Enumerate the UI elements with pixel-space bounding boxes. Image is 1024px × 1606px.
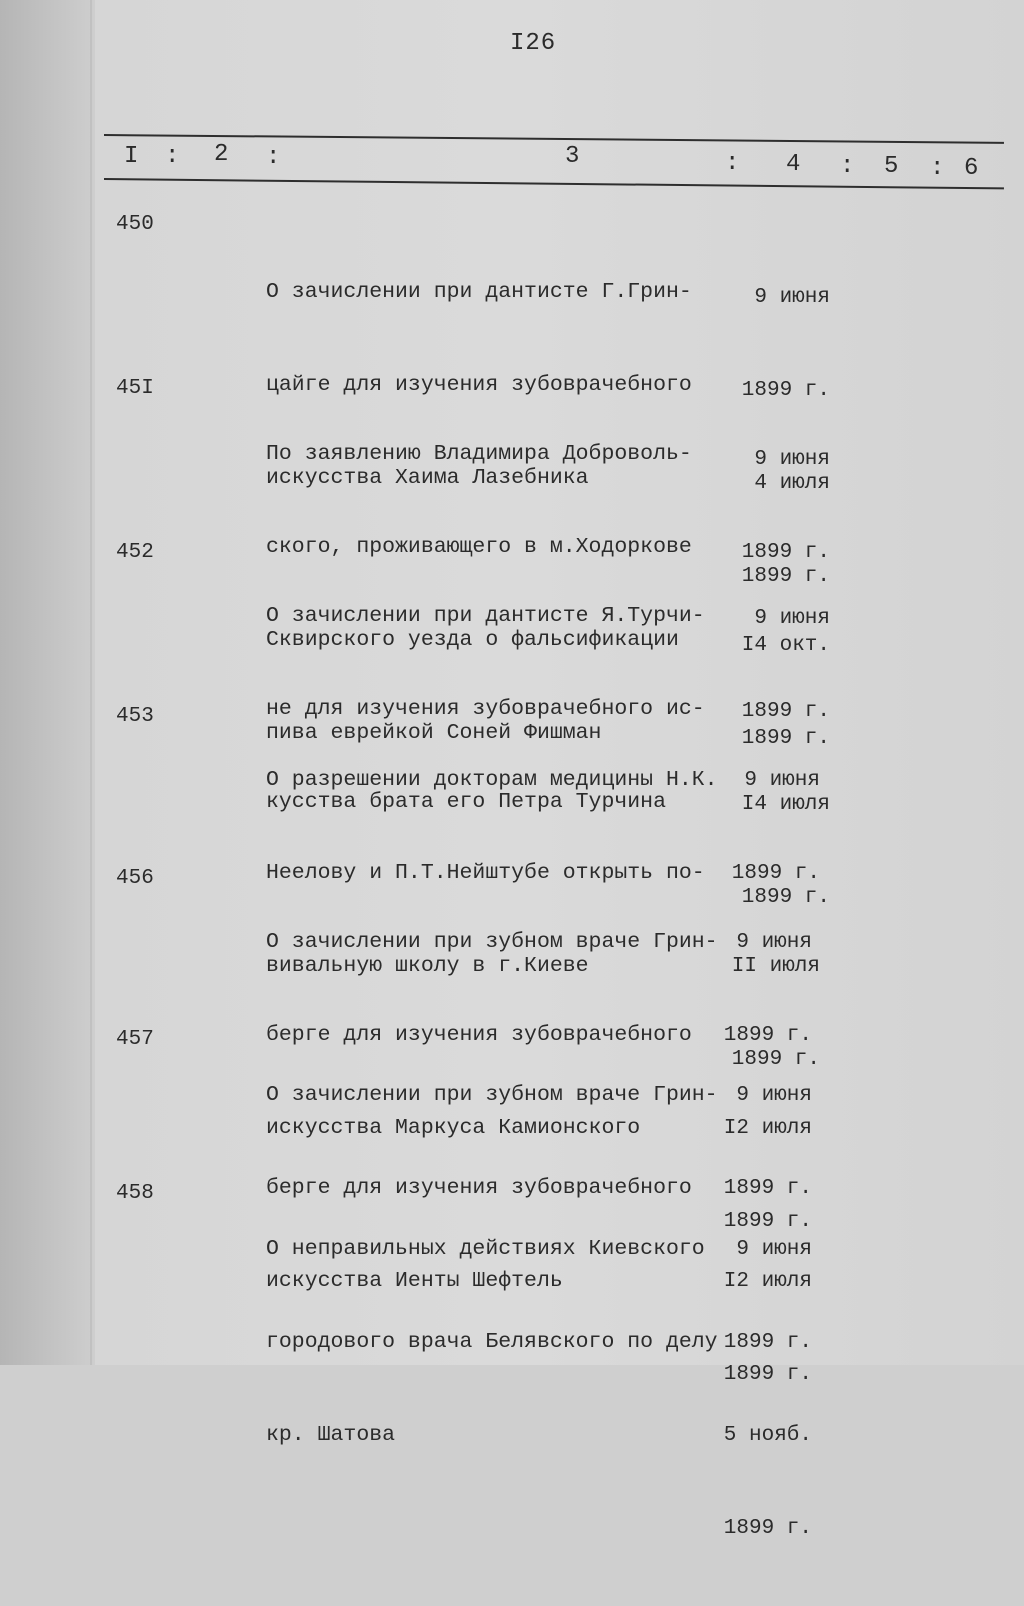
- description-line: О зачислении при дантисте Г.Грин-: [266, 280, 692, 304]
- record-number: 453: [116, 705, 154, 728]
- left-page-edge: [0, 0, 95, 1365]
- date-end-day: 4 июля: [754, 472, 830, 495]
- date-start-year: 1899 г.: [731, 862, 820, 885]
- date-end-day: II июля: [731, 955, 820, 978]
- date-start-day: 9 июня: [754, 607, 830, 630]
- header-rule-top: [104, 134, 1004, 144]
- header-separator: :: [840, 153, 855, 180]
- description-line: О разрешении докторам медицины Н.К.: [266, 768, 718, 792]
- date-end-day: I4 окт.: [741, 634, 830, 657]
- header-col-1: I: [124, 143, 139, 170]
- record-number: 456: [116, 867, 154, 890]
- description-line: берге для изучения зубоврачебного: [266, 1023, 692, 1047]
- page-fold: [90, 0, 92, 1365]
- header-rule-bottom: [104, 178, 1004, 189]
- description-line: цайге для изучения зубоврачебного: [266, 373, 692, 397]
- date-end-year: 1899 г.: [723, 1517, 812, 1540]
- description-line: О неправильных действиях Киевского: [266, 1237, 705, 1261]
- header-separator: :: [165, 143, 180, 170]
- date-end-year: 1899 г.: [731, 1048, 820, 1071]
- header-col-2: 2: [214, 141, 229, 168]
- date-end-year: 1899 г.: [723, 1210, 812, 1233]
- record-dates: [712, 1172, 812, 1606]
- description-line: О зачислении при дантисте Я.Турчи-: [266, 604, 705, 628]
- description-line: не для изучения зубоврачебного ис-: [266, 697, 705, 721]
- date-end-year: 1899 г.: [741, 886, 830, 909]
- date-start-year: 1899 г.: [723, 1331, 812, 1354]
- record-number: 458: [116, 1182, 154, 1205]
- date-start-year: 1899 г.: [741, 379, 830, 402]
- date-end-year: 1899 г.: [741, 565, 830, 588]
- date-start-day: 9 июня: [754, 448, 830, 471]
- description-line: искусства Хаима Лазебника: [266, 466, 589, 490]
- header-col-6: 6: [964, 155, 979, 182]
- description-line: искусства Маркуса Камионского: [266, 1116, 641, 1140]
- description-line: кр. Шатова: [266, 1423, 396, 1447]
- date-end-day: I2 июля: [723, 1117, 812, 1140]
- date-end-year: 1899 г.: [723, 1363, 812, 1386]
- date-start-day: 9 июня: [736, 931, 812, 954]
- header-separator: :: [930, 155, 945, 182]
- description-line: искусства Иенты Шефтель: [266, 1269, 563, 1293]
- description-line: Неелову и П.Т.Нейштубе открыть по-: [266, 861, 705, 885]
- record-description: [266, 1172, 726, 1513]
- date-start-year: 1899 г.: [723, 1024, 812, 1047]
- description-line: пива еврейкой Соней Фишман: [266, 721, 602, 745]
- date-end-day: I2 июля: [723, 1270, 812, 1293]
- description-line: берге для изучения зубоврачебного: [266, 1176, 692, 1200]
- date-end-day: I4 июля: [741, 793, 830, 816]
- header-separator: :: [266, 144, 281, 171]
- description-line: вивальную школу в г.Киеве: [266, 954, 589, 978]
- description-line: Сквирского уезда о фальсификации: [266, 628, 679, 652]
- header-col-3: 3: [565, 143, 580, 170]
- record-number: 450: [116, 213, 154, 236]
- record-number: 45I: [116, 377, 154, 400]
- description-line: ского, проживающего в м.Ходоркове: [266, 535, 692, 559]
- record-number: 452: [116, 541, 154, 564]
- date-start-year: 1899 г.: [741, 541, 830, 564]
- page-number: I26: [510, 30, 557, 57]
- header-col-5: 5: [884, 153, 899, 180]
- date-start-year: 1899 г.: [723, 1177, 812, 1200]
- date-end-year: 1899 г.: [741, 727, 830, 750]
- header-col-4: 4: [786, 151, 801, 178]
- date-start-day: 9 июня: [744, 769, 820, 792]
- description-line: кусства брата его Петра Турчина: [266, 790, 666, 814]
- date-start-day: 9 июня: [754, 286, 830, 309]
- date-end-day: 5 нояб.: [723, 1424, 812, 1447]
- description-line: городового врача Белявского по делу: [266, 1330, 718, 1354]
- header-separator: :: [725, 150, 740, 177]
- date-start-year: 1899 г.: [741, 700, 830, 723]
- description-line: По заявлению Владимира Доброволь-: [266, 442, 692, 466]
- description-line: О зачислении при зубном враче Грин-: [266, 930, 718, 954]
- date-start-day: 9 июня: [736, 1238, 812, 1261]
- date-start-day: 9 июня: [736, 1084, 812, 1107]
- description-line: О зачислении при зубном враче Грин-: [266, 1083, 718, 1107]
- record-number: 457: [116, 1028, 154, 1051]
